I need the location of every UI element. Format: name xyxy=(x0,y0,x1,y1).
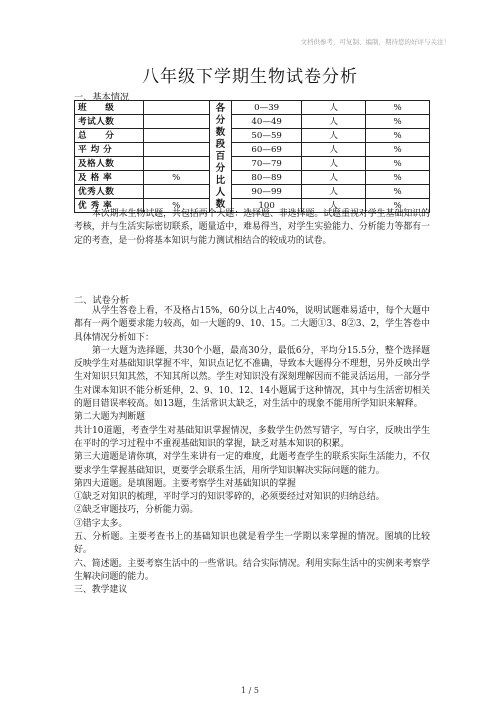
count-unit: 人 xyxy=(302,157,366,171)
judge-question-heading: 第二大题为判断题 xyxy=(74,412,145,423)
score-range: 50—59 xyxy=(232,129,302,143)
count-unit: 人 xyxy=(302,199,366,213)
table-row xyxy=(75,143,430,157)
diagram-question-heading: 第四大道题。是填图题。主要考察学生对基础知识的掌握 xyxy=(74,478,296,489)
problem-item-1: ①缺乏对知识的梳理，平时学习的知识零碎的，必须要经过对知识的归纳总结。 xyxy=(74,492,385,503)
count-unit: 人 xyxy=(302,115,366,129)
table-row xyxy=(75,185,430,199)
analysis-body xyxy=(74,305,430,598)
analysis-overview: 从学生答卷上看，不及格占15%，60分以上占40%，说明试题难易适中，每个大题中都有一两个题要求能力较高，如一大题的9、10、15。二大题①3、8②3、2，学生答卷中具体情况分析如下： xyxy=(74,306,430,343)
section-basic-info-heading: 一、基本情况 xyxy=(74,92,130,103)
count-unit: 人 xyxy=(302,101,366,115)
count-unit: 人 xyxy=(302,185,366,199)
judge-question-analysis: 共计10道题，考查学生对基础知识掌握情况，多数学生仍然写错字，写白字，反映出学生在平时的学习过程中不重视基础知识的掌握，缺乏对基本知识的积累。 xyxy=(74,425,430,449)
row-value xyxy=(143,157,209,171)
percent-cell: % xyxy=(366,129,430,143)
row-value xyxy=(143,101,209,115)
score-range: 70—79 xyxy=(232,157,302,171)
table-row xyxy=(75,129,430,143)
analysis-question-analysis: 五、分析题。主要考查书上的基础知识也就是看学生一学期以来掌握的情况。图填的比较好。 xyxy=(74,532,430,556)
document-title: 八年级下学期生物试卷分析 xyxy=(142,67,358,87)
row-value xyxy=(143,115,209,129)
row-value xyxy=(143,129,209,143)
fill-question-analysis: 第三大道题是请你填，对学生来讲有一定的难度，此题考查学生的联系实际生活能力，不仅要求学生掌握基础知识，更要学会联系生活，用所学知识解决实际问题的能力。 xyxy=(74,452,430,476)
percent-cell: % xyxy=(366,143,430,157)
score-range: 0—39 xyxy=(232,101,302,115)
percent-cell: % xyxy=(366,101,430,115)
problem-item-3: ③错字太多。 xyxy=(74,518,128,529)
score-range: 90—99 xyxy=(232,185,302,199)
row-label: 优秀人数 xyxy=(75,185,144,199)
percent-cell: % xyxy=(366,171,430,185)
basic-info-table xyxy=(74,100,430,213)
row-label: 总 分 xyxy=(75,129,144,143)
row-label: 优 秀 率 xyxy=(75,199,144,213)
row-label: 班 级 xyxy=(75,101,144,115)
row-label: 平 均 分 xyxy=(75,143,144,157)
intro-text: 本次期末生物试题，共包括两个大题：选择题、非选择题。试题重视对学生基础知识的考核，并与生活实际密切联系，题量适中，难易得当，对学生实验能力、分析能力等都有一定的考查，是一份将基本知识与能力测试相结合的较成功的试卷。 xyxy=(74,209,430,246)
row-label: 及 格 率 xyxy=(75,171,144,185)
percent-cell: % xyxy=(366,199,430,213)
table-row xyxy=(75,115,430,129)
score-range: 100 xyxy=(232,199,302,213)
short-answer-analysis: 六、简述题。主要考察生活中的一些常识。结合实际情况。利用实际生活中的实例来考察学生解决问题的能力。 xyxy=(74,558,430,582)
percent-cell: % xyxy=(366,185,430,199)
table-row xyxy=(75,171,430,185)
score-range: 60—69 xyxy=(232,143,302,157)
score-range: 80—89 xyxy=(232,171,302,185)
table-row xyxy=(75,101,430,115)
page-number: 1 / 5 xyxy=(241,686,259,695)
row-value: % xyxy=(143,171,209,185)
row-value: % xyxy=(143,199,209,213)
section-teaching-suggestions-heading: 三、教学建议 xyxy=(74,585,128,596)
watermark-text: 文档供参考，可复制、编制，期待您的好评与关注！ xyxy=(300,38,450,46)
intro-paragraph xyxy=(74,208,430,248)
problem-item-2: ②缺乏审题技巧，分析能力弱。 xyxy=(74,505,199,516)
table-row xyxy=(75,157,430,171)
percent-cell: % xyxy=(366,115,430,129)
row-value xyxy=(143,185,209,199)
section-analysis-heading: 二、试卷分析 xyxy=(74,295,130,306)
score-distribution-label: 各 分 数 段 百 分 比 人 数 xyxy=(209,101,232,213)
choice-question-analysis: 第一大题为选择题，共30个小题，最高30分，最低6分，平均分15.5分，整个选择题反映学生对基础知识掌握不牢，知识点记忆不准确，导致本大题得分不理想，另外反映出学生对知识只知其然，不知其所以然。学生对知识没有深刻理解因而不能灵活运用，一部分学生对课本知识不能分析延伸，2、9、10、12、14小题属于这种情况，其中与生活密切相关的题目错误率较高。如13题，生活常识太缺乏，对生活中的现象不能用所学知识来解释。 xyxy=(74,345,430,410)
count-unit: 人 xyxy=(302,143,366,157)
row-label: 考试人数 xyxy=(75,115,144,129)
count-unit: 人 xyxy=(302,171,366,185)
row-label: 及格人数 xyxy=(75,157,144,171)
score-range: 40—49 xyxy=(232,115,302,129)
count-unit: 人 xyxy=(302,129,366,143)
percent-cell: % xyxy=(366,157,430,171)
row-value xyxy=(143,143,209,157)
